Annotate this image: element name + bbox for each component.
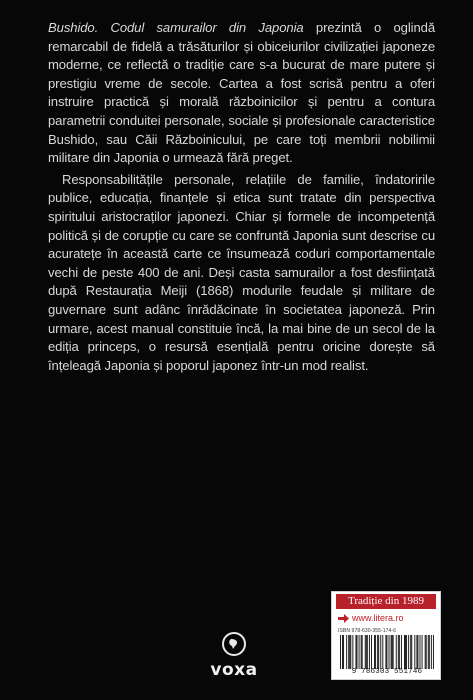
isbn-barcode xyxy=(340,635,434,669)
book-title-italic: Bushido. Codul samurailor din Japonia xyxy=(48,20,304,35)
isbn-text: ISBN 978-630-355-174-6 xyxy=(338,628,397,634)
barcode-digits: 9 786303 551746 xyxy=(351,668,423,676)
tradition-label: Tradiție din 1989 xyxy=(336,594,436,609)
description-paragraph-2: Responsabilitățile personale, relațiile de familie, îndatoririle publice, educația, finanțele și etica sunt tratate din perspectiva spiritului aristocraților japonezi. Chiar și formele de incompetență politică și de corupție cu care se confruntă Japonia sunt descrise cu acuratețe în această carte ce însumează coduri comportamentale vechi de peste 400 de ani. Deși casta samurailor a fost desființată după Restaurația Meiji (1868) modurile feudale și militare de guvernare sunt adânc înrădăcinate în societatea japoneză. Prin urmare, acest manual constituie încă, la mai bine de un secol de la ediția princeps, o resursă esențială pentru oricine dorește să înțeleagă Japonia și poporul japonez într-un mod realist. xyxy=(48,171,435,373)
website-row xyxy=(338,612,436,624)
description-paragraph-1 xyxy=(48,19,435,168)
back-cover-description xyxy=(48,19,435,375)
publisher-name: voxa xyxy=(210,660,258,680)
voxa-logo-icon xyxy=(222,632,246,656)
barcode-info-box xyxy=(331,591,441,680)
litera-arrow-icon xyxy=(338,614,349,623)
website-link: www.litera.ro xyxy=(352,613,404,623)
publisher-logo xyxy=(199,632,269,696)
paragraph-1-text: prezintă o oglindă remarcabil de fidelă a trăsăturilor și obiceiurilor civilizației japoneze moderne, ce reflectă o tradiție care s-a bucurat de mare putere și prestigiu vreme de secole. Cartea a fost scrisă pentru a oferi instruire practică și morală războinicilor și pentru a contura parametrii conduitei personale, sociale și profesionale caracteristice Bushido, sau Căii Războinicului, pe care toți membrii nobilimii militare din Japonia o urmează fără preget. xyxy=(48,20,436,166)
